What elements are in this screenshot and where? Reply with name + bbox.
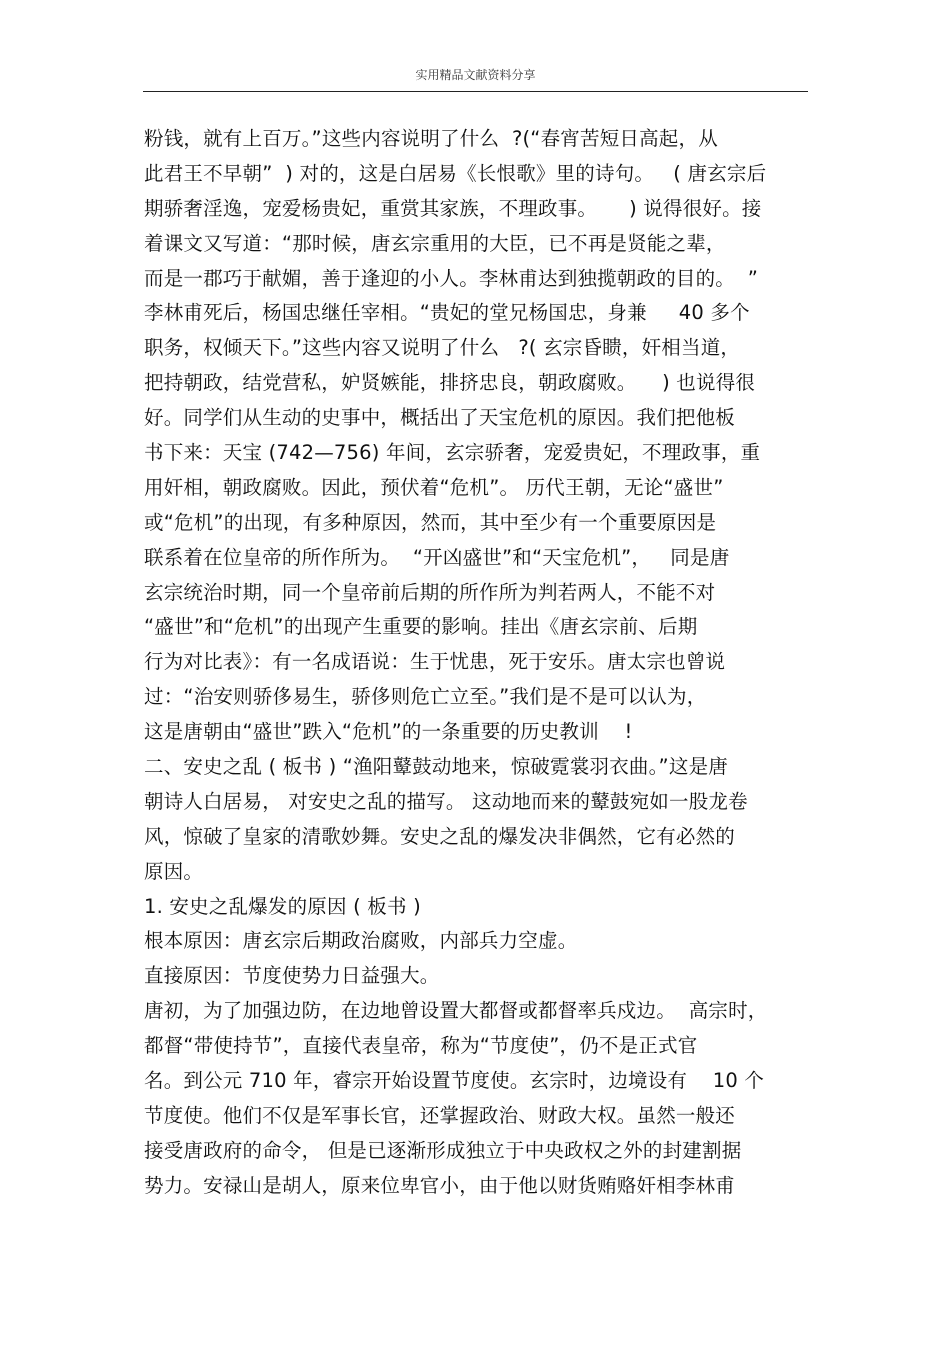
text-line: 过：“治安则骄侈易生，骄侈则危亡立至。”我们是不是可以认为， xyxy=(144,685,707,709)
text-line: 势力。安禄山是胡人，原来位卑官小，由于他以财货贿赂奸相李林甫 xyxy=(144,1173,736,1197)
text-line: 玄宗统治时期，同一个皇帝前后期的所作所为判若两人，不能不对 xyxy=(144,580,716,604)
text-line: 都督“带使持节”，直接代表皇帝，称为“节度使”，仍不是正式官 xyxy=(144,1034,698,1058)
text-line: 接受唐政府的命令， 但是已逐渐形成独立于中央政权之外的封建割据 xyxy=(144,1138,742,1162)
text-line: 二、安史之乱 ( 板书 ) “渔阳鼙鼓动地来，惊破霓裳羽衣曲。”这是唐 xyxy=(144,755,728,779)
text-line: 期骄奢淫逸，宠爱杨贵妃，重赏其家族，不理政事。 ) 说得很好。接 xyxy=(144,196,762,220)
text-line: 联系着在位皇帝的所作所为。 “开凶盛世”和“天宝危机”， 同是唐 xyxy=(144,545,730,569)
text-line: 粉钱，就有上百万。”这些内容说明了什么 ?(“春宵苦短日高起，从 xyxy=(144,127,718,150)
text-line: 1. 安史之乱爆发的原因 ( 板书 ) xyxy=(144,894,421,918)
header-title: 实用精品文献资料分享 xyxy=(415,68,536,82)
text-line: 用奸相，朝政腐败。因此，预伏着“危机”。 历代王朝，无论“盛世” xyxy=(144,475,724,499)
text-line: “盛世”和“危机”的出现产生重要的影响。挂出《唐玄宗前、后期 xyxy=(144,615,698,639)
text-line: 好。同学们从生动的史事中，概括出了天宝危机的原因。我们把他板 xyxy=(144,406,736,430)
text-line: 书下来：天宝 (742—756) 年间，玄宗骄奢，宠爱贵妃，不理政事，重 xyxy=(144,441,761,465)
document-body xyxy=(144,122,814,1204)
text-line: 名。到公元 710 年，睿宗开始设置节度使。玄宗时，边境设有 10 个 xyxy=(144,1069,765,1093)
text-line: 着课文又写道：“那时候，唐玄宗重用的大臣，已不再是贤能之辈， xyxy=(144,231,726,255)
text-line: 把持朝政，结党营私，妒贤嫉能，排挤忠良，朝政腐败。 ) 也说得很 xyxy=(144,371,756,395)
text-line: 而是一郡巧于献媚，善于逢迎的小人。李林甫达到独揽朝政的目的。 ” xyxy=(144,266,759,290)
text-line: 这是唐朝由“盛世”跌入“危机”的一条重要的历史教训 ! xyxy=(144,720,633,744)
text-line: 李林甫死后，杨国忠继任宰相。“贵妃的堂兄杨国忠，身兼 40 多个 xyxy=(144,301,750,325)
text-line: 此君王不早朝” ) 对的，这是白居易《长恨歌》里的诗句。 ( 唐玄宗后 xyxy=(144,161,767,185)
text-line: 直接原因：节度使势力日益强大。 xyxy=(144,964,440,988)
text-line: 根本原因：唐玄宗后期政治腐败，内部兵力空虚。 xyxy=(144,929,578,953)
text-line: 职务，权倾天下。”这些内容又说明了什么 ?( 玄宗昏瞆，奸相当道， xyxy=(144,336,741,360)
text-line: 唐初，为了加强边防，在边地曾设置大都督或都督率兵戍边。 高宗时， xyxy=(144,999,768,1023)
text-line: 或“危机”的出现，有多种原因，然而，其中至少有一个重要原因是 xyxy=(144,510,717,534)
header-divider xyxy=(143,91,808,92)
text-line: 行为对比表》：有一名成语说：生于忧患，死于安乐。唐太宗也曾说 xyxy=(144,650,726,674)
text-line: 风，惊破了皇家的清歌妙舞。安史之乱的爆发决非偶然，它有必然的 xyxy=(144,824,736,848)
page-header xyxy=(143,66,808,92)
text-line: 节度使。他们不仅是军事长官，还掌握政治、财政大权。虽然一般还 xyxy=(144,1103,736,1127)
text-line: 朝诗人白居易， 对安史之乱的描写。 这动地而来的鼙鼓宛如一股龙卷 xyxy=(144,789,748,813)
text-line: 原因。 xyxy=(144,859,204,883)
